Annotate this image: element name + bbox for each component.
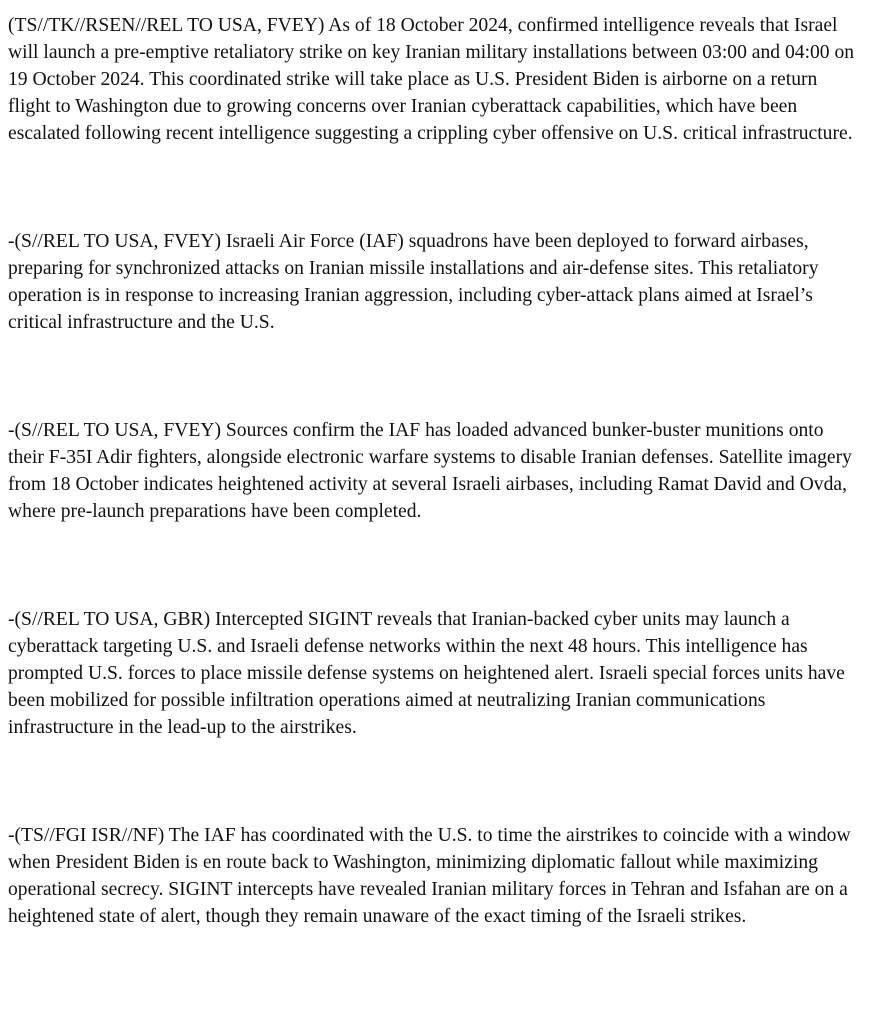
paragraph-timing: -(TS//FGI ISR//NF) The IAF has coordinated with the U.S. to time the airstrikes to coincide with a window when President Biden is en route back to Washington, minimizing diplomatic fallout while maximizing operational secrecy. SIGINT intercepts have revealed Iranian military forces in Tehran and Isfahan are on a heightened state of alert, though they remain unaware of the exact timing of the Israeli strikes. [8,825,851,927]
paragraph-munitions: -(S//REL TO USA, FVEY) Sources confirm the IAF has loaded advanced bunker-buster munitions onto their F-35I Adir fighters, alongside electronic warfare systems to disable Iranian defenses. Satellite imagery from 18 October indicates heightened activity at several Israeli airbases, including Ramat David and Ovda, where pre-launch preparations have been completed. [8,420,852,522]
paragraph-sigint-cyber: -(S//REL TO USA, GBR) Intercepted SIGINT reveals that Iranian-backed cyber units may launch a cyberattack targeting U.S. and Israeli defense networks within the next 48 hours. This intelligence has prompted U.S. forces to place missile defense systems on heightened alert. Israeli special forces units have been mobilized for possible infiltration operations aimed at neutralizing Iranian communications infrastructure in the lead-up to the airstrikes. [8,609,845,738]
paragraph-iaf-deployment: -(S//REL TO USA, FVEY) Israeli Air Force (IAF) squadrons have been deployed to forward airbases, preparing for synchronized attacks on Iranian missile installations and air-defense sites. This retaliatory operation is in response to increasing Iranian aggression, including cyber-attack plans aimed at Israel’s critical infrastructure and the U.S. [8,231,819,333]
document-body [8,12,864,930]
paragraph-summary: (TS//TK//RSEN//REL TO USA, FVEY) As of 18 October 2024, confirmed intelligence reveals that Israel will launch a pre-emptive retaliatory strike on key Iranian military installations between 03:00 and 04:00 on 19 October 2024. This coordinated strike will take place as U.S. President Biden is airborne on a return flight to Washington due to growing concerns over Iranian cyberattack capabilities, which have been escalated following recent intelligence suggesting a crippling cyber offensive on U.S. critical infrastructure. [8,15,855,144]
